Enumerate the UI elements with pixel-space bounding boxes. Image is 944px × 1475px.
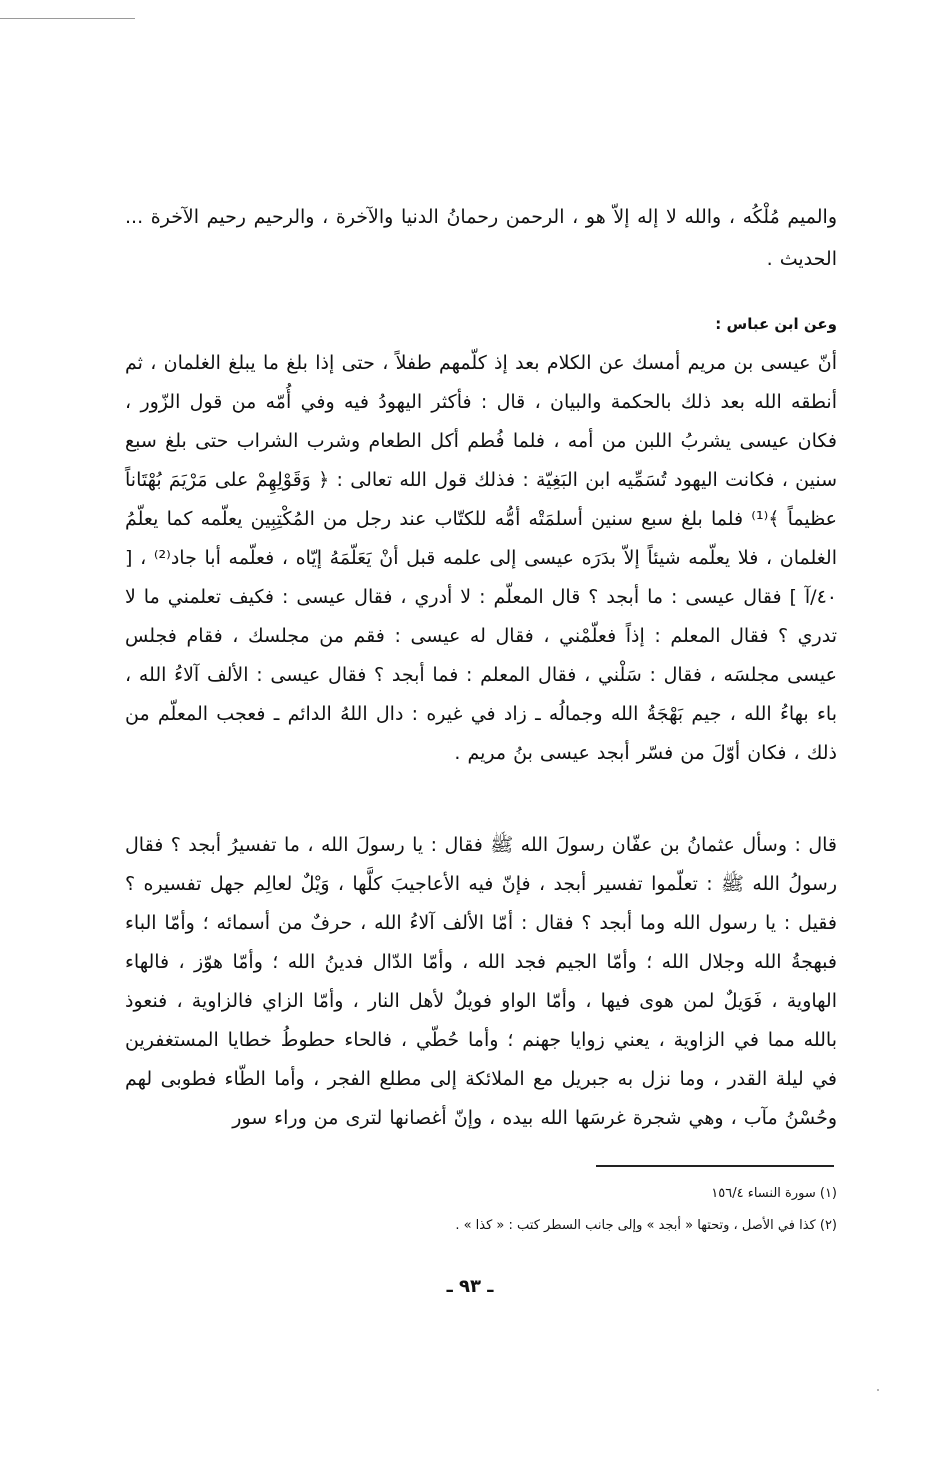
scan-speck: [877, 1389, 879, 1391]
footnote-2: (٢) كذا في الأصل ، وتحتها « أبجد » وإلى جانب السطر كتب : « كذا » .: [455, 1218, 837, 1233]
intro-paragraph: والميم مُلْكُه ، والله لا إله إلاّ هو ، الرحمن رحمانُ الدنيا والآخرة ، والرحيم رحيم الآخرة ... الحديث .: [125, 206, 837, 270]
section-heading: وعن ابن عباس :: [715, 315, 837, 333]
footnotes: [125, 1178, 837, 1242]
uthman-paragraph: قال : وسأل عثمانُ بن عفّان رسولَ الله ﷺ فقال : يا رسولَ الله ، ما تفسيرُ أبجد ؟ فقال رسولُ الله ﷺ : تعلّموا تفسير أبجد ، فإنّ فيه الأعاجيبَ كلَّها ، وَيْلٌ لعالِم جهل تفسيره ؟ فقيل : يا رسول الله وما أبجد ؟ فقال : أمّا الألف آلاءُ الله ، حرفٌ من أسمائه ؛ وأمّا الباء فبهجةُ الله وجلال الله ؛ وأمّا الجيم فجد الله ، وأمّا الدّال فدينُ الله ؛ وأمّا هوّز ، فالهاء الهاوية ، فَوَيلٌ لمن هوى فيها ، وأمّا الواو فويلٌ لأهل النار ، وأمّا الزاي فالزاوية ، فنعوذ بالله مما في الزاوية ، يعني زوايا جهنم ؛ وأما حُطّي ، فالحاء حطوطُ خطايا المستغفرين في ليلة القدر ، وما نزل به جبريل مع الملائكة إلى مطلع الفجر ، وأما الطّاء فطوبى لهم وحُسْنُ مآب ، وهي شجرة غرسَها الله بيده ، وإنّ أغصانها لترى من وراء سور: [125, 834, 837, 1129]
footnote-1: (١) سورة النساء ١٥٦/٤: [711, 1186, 837, 1201]
page-number: ـ ٩٣ ـ: [446, 1276, 494, 1297]
footnote-divider: [596, 1165, 834, 1167]
ibn-abbas-paragraph: أنّ عيسى بن مريم أمسك عن الكلام بعد إذ كلّمهم طفلاً ، حتى إذا بلغ ما يبلغ الغلمان ، ثم أنطقه الله بعد ذلك بالحكمة والبيان ، قال : فأكثر اليهودُ فيه وفي أُمّه من قول الزّور ، فكان عيسى يشربُ اللبن من أمه ، فلما فُطم أكل الطعام وشرب الشراب حتى بلغ سبع سنين ، فكانت اليهود تُسَمِّيه ابن البَغِيّة : فذلك قول الله تعالى : ﴿ وَقَوْلِهِمْ على مَرْيَمَ بُهْتَاناً عظيماً ﴾⁽¹⁾ فلما بلغ سبع سنين أسلمَتْه أمُّه للكتّاب عند رجل من المُكْتِبِين يعلّمه كما يعلّمُ الغلمان ، فلا يعلّمه شيئاً إلاّ بدَرَه عيسى إلى علمه قبل أنْ يَعَلّمَهُ إيّاه ، فعلّمه أبا جاد⁽²⁾ ، [ ٤٠/آ ] فقال عيسى : ما أبجد ؟ قال المعلّم : لا أدري ، فقال عيسى : فكيف تعلمني ما لا تدري ؟ فقال المعلم : إذاً فعلّمْني ، فقال له عيسى : فقم من مجلسك ، فقام فجلس عيسى مجلسَه ، فقال : سَلْني ، فقال المعلم : فما أبجد ؟ فقال عيسى : الألف آلاءُ الله ، باء بهاءُ الله ، جيم بَهْجَةُ الله وجمالُه ـ زاد في غيره : دال اللهُ الدائم ـ فعجب المعلّم من ذلك ، فكان أوّلَ من فسّر أبجد عيسى بنُ مريم .: [125, 352, 838, 764]
scan-edge-line: [0, 18, 135, 19]
